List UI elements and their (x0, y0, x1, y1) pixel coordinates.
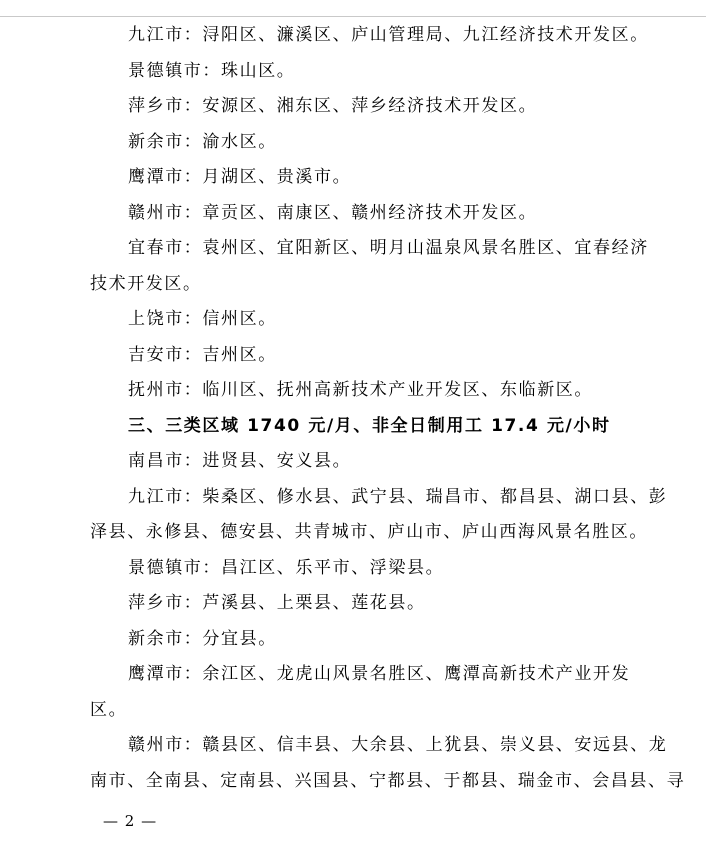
region-paragraph (0, 54, 706, 90)
paragraph-line: 九江市：柴桑区、修水县、武宁县、瑞昌市、都昌县、湖口县、彭 (128, 486, 668, 507)
region-paragraph (0, 551, 706, 587)
paragraph-line: 泽县、永修县、德安县、共青城市、庐山市、庐山西海风景名胜区。 (90, 522, 648, 542)
paragraph-line: 新余市：分宜县。 (128, 628, 277, 649)
paragraph-line: 景德镇市：昌江区、乐平市、浮梁县。 (128, 557, 445, 578)
paragraph-line: 鹰潭市：余江区、龙虎山风景名胜区、鹰潭高新技术产业开发 (128, 664, 631, 684)
region-paragraph (0, 728, 706, 799)
region-paragraph (0, 18, 706, 54)
paragraph-line: 鹰潭市：月湖区、贵溪市。 (128, 167, 352, 187)
section-heading (0, 409, 706, 445)
region-paragraph (0, 231, 706, 302)
page-number: — 2 — (103, 812, 158, 830)
paragraph-line: 上饶市：信州区。 (128, 309, 277, 329)
region-paragraph (0, 480, 706, 551)
paragraph-line: 南昌市：进贤县、安义县。 (128, 451, 352, 471)
region-paragraph (0, 196, 706, 232)
top-toolbar-edge (0, 0, 706, 17)
region-paragraph (0, 125, 706, 161)
paragraph-line: 三、三类区域 1740 元/月、非全日制用工 17.4 元/小时 (128, 415, 611, 436)
region-paragraph (0, 657, 706, 728)
region-paragraph (0, 160, 706, 196)
paragraph-line: 赣州市：赣县区、信丰县、大余县、上犹县、崇义县、安远县、龙 (128, 735, 668, 755)
region-paragraph (0, 373, 706, 409)
paragraph-line: 抚州市：临川区、抚州高新技术产业开发区、东临新区。 (128, 380, 593, 400)
paragraph-line: 九江市：浔阳区、濂溪区、庐山管理局、九江经济技术开发区。 (128, 25, 649, 45)
paragraph-line: 萍乡市：芦溪县、上栗县、莲花县。 (128, 593, 426, 613)
paragraph-line: 新余市：渝水区。 (128, 131, 277, 152)
paragraph-line: 吉安市：吉州区。 (128, 344, 277, 365)
paragraph-line: 赣州市：章贡区、南康区、赣州经济技术开发区。 (128, 202, 538, 223)
region-paragraph (0, 444, 706, 480)
document-page (0, 18, 706, 799)
paragraph-line: 萍乡市：安源区、湘东区、萍乡经济技术开发区。 (128, 96, 538, 116)
paragraph-line: 景德镇市：珠山区。 (128, 60, 296, 81)
region-paragraph (0, 302, 706, 338)
paragraph-line: 南市、全南县、定南县、兴国县、宁都县、于都县、瑞金市、会昌县、寻 (90, 770, 686, 791)
region-paragraph (0, 89, 706, 125)
paragraph-line: 宜春市：袁州区、宜阳新区、明月山温泉风景名胜区、宜春经济 (128, 238, 649, 258)
region-paragraph (0, 338, 706, 374)
paragraph-line: 技术开发区。 (90, 273, 202, 294)
region-paragraph (0, 586, 706, 622)
paragraph-line: 区。 (90, 699, 128, 720)
region-paragraph (0, 622, 706, 658)
